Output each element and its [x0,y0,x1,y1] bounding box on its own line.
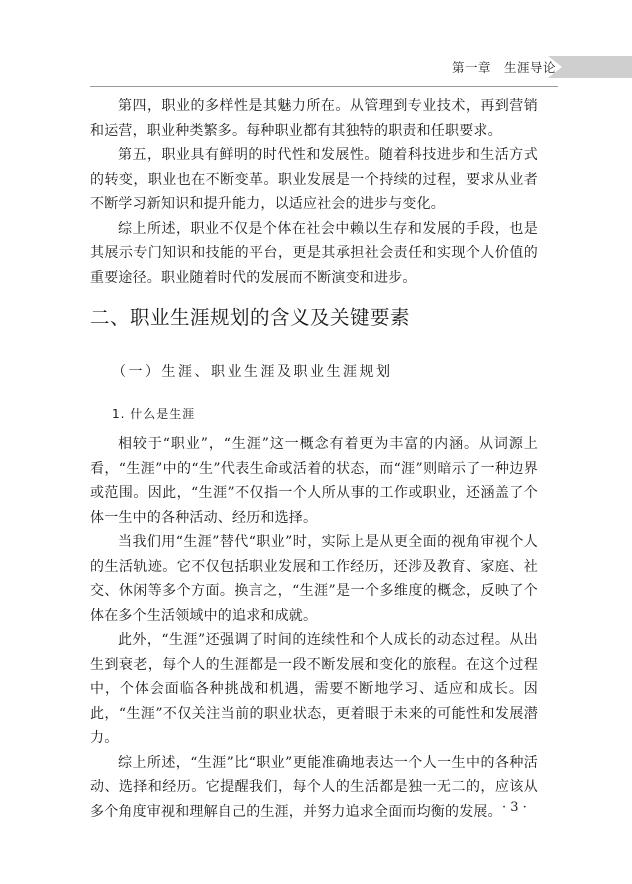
header-divider [90,86,558,87]
page-number: · 3 · [502,800,527,815]
body-paragraph: 当我们用“生涯”替代“职业”时，实际上是从更全面的视角审视个人的生活轨迹。它不仅包括职业发展和工作经历，还涉及教育、家庭、社交、休闲等多个方面。换言之，“生涯”是一个多维度的概念，反映了个体在多个生活领域中的追求和成就。 [90,534,538,624]
chapter-header-label: 第一章 生涯导论 [452,60,557,75]
body-paragraph: 第四，职业的多样性是其魅力所在。从管理到专业技术，再到营销和运营，职业种类繁多。每种职业都有其独特的职责和任职要求。 [90,98,538,139]
section-heading: 二、职业生涯规划的含义及关键要素 [90,306,411,329]
point-heading: 1. 什么是生涯 [112,407,196,421]
header-arrow-bar [548,56,632,78]
subsection-heading: （一）生涯、职业生涯及职业生涯规划 [112,364,393,380]
body-paragraph: 第五，职业具有鲜明的时代性和发展性。随着科技进步和生活方式的转变，职业也在不断变革。职业发展是一个持续的过程，要求从业者不断学习新知识和提升能力，以适应社会的进步与变化。 [90,147,538,212]
page-content [90,94,538,824]
body-paragraph: 综上所述，“生涯”比“职业”更能准确地表达一个人一生中的各种活动、选择和经历。它提醒我们，每个人的生活都是独一无二的，应该从多个角度审视和理解自己的生涯，并努力追求全面而均衡的发展。 [90,754,538,820]
body-paragraph: 此外，“生涯”还强调了时间的连续性和个人成长的动态过程。从出生到衰老，每个人的生涯都是一段不断发展和变化的旅程。在这个过程中，个体会面临各种挑战和机遇，需要不断地学习、适应和成长。因此，“生涯”不仅关注当前的职业状态，更着眼于未来的可能性和发展潜力。 [90,632,538,746]
body-paragraph: 综上所述，职业不仅是个体在社会中赖以生存和发展的手段，也是其展示专门知识和技能的平台，更是其承担社会责任和实现个人价值的重要途径。职业随着时代的发展而不断演变和进步。 [90,220,538,286]
body-paragraph: 相较于“职业”，“生涯”这一概念有着更为丰富的内涵。从词源上看，“生涯”中的“生”代表生命或活着的状态，而“涯”则暗示了一种边界或范围。因此，“生涯”不仅指一个人所从事的工作或职业，还涵盖了个体一生中的各种活动、经历和选择。 [90,436,538,526]
